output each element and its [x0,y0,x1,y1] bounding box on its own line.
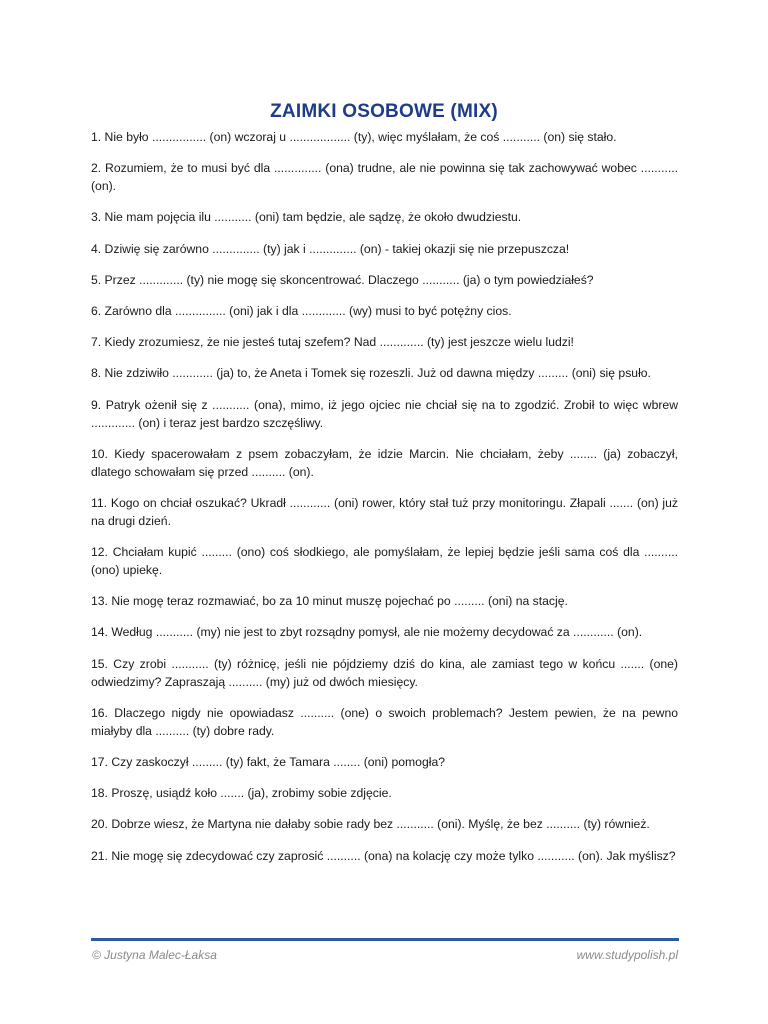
exercise-item: 5. Przez ............. (ty) nie mogę się skoncentrować. Dlaczego ........... (ja) o tym powiedziałeś? [91,272,594,287]
exercise-item: 13. Nie mogę teraz rozmawiać, bo za 10 minut muszę pojechać po ......... (oni) na stację. [91,594,568,609]
exercise-item: 1. Nie było ................ (on) wczoraj u .................. (ty), więc myślałam, że coś ........... (on) się stało. [91,130,617,144]
exercise-item: 12. Chciałam kupić ......... (ono) coś słodkiego, ale pomyślałam, że lepiej będzie jeśli sama coś dla .......... (ono) upiekę. [91,545,678,578]
exercise-item: 14. Według ........... (my) nie jest to zbyt rozsądny pomysł, ale nie możemy decydować za ............ (on). [91,625,643,640]
exercise-item: 18. Proszę, usiądź koło ....... (ja), zrobimy sobie zdjęcie. [91,786,392,801]
exercise-item: 6. Zarówno dla ............... (oni) jak i dla ............. (wy) musi to być potężny cios. [91,303,512,318]
exercise-item: 7. Kiedy zrozumiesz, że nie jesteś tutaj szefem? Nad ............. (ty) jest jeszcze wielu ludzi! [91,335,574,350]
exercise-item: 10. Kiedy spacerowałam z psem zobaczyłam, że idzie Marcin. Nie chciałam, żeby ........ (ja) zobaczył, dlatego schowałam się przed .......... (on). [91,446,678,479]
exercise-item: 4. Dziwię się zarówno .............. (ty) jak i .............. (on) - takiej okazji się nie przepuszcza! [91,241,570,256]
page-title: ZAIMKI OSOBOWE (MIX) [270,100,498,122]
footer-website-link[interactable]: www.studypolish.pl [576,948,678,962]
exercise-item: 3. Nie mam pojęcia ilu ........... (oni) tam będzie, ale sądzę, że około dwudziestu. [91,210,522,225]
exercise-item: 20. Dobrze wiesz, że Martyna nie dałaby sobie rady bez ........... (oni). Myślę, że bez .......... (ty) również. [91,817,650,832]
exercise-item: 8. Nie zdziwiło ............ (ja) to, że Aneta i Tomek się rozeszli. Już od dawna między ......... (oni) się psuło. [91,366,651,381]
footer-copyright: © Justyna Malec-Łaksa [92,948,217,962]
exercise-item: 2. Rozumiem, że to musi być dla .............. (ona) trudne, ale nie powinna się tak zachowywać wobec ........... (on). [91,161,678,194]
exercise-item: 16. Dlaczego nigdy nie opowiadasz .......... (one) o swoich problemach? Jestem pewien, że na pewno miałyby dla .......... (ty) dobre rady. [91,705,678,738]
exercise-list [91,128,678,878]
exercise-item: 9. Patryk ożenił się z ........... (ona), mimo, iż jego ojciec nie chciał się na to zgodzić. Zrobił to więc wbrew ............. (on) i teraz jest bardzo szczęśliwy. [91,397,678,430]
exercise-item: 17. Czy zaskoczył ......... (ty) fakt, że Tamara ........ (oni) pomogła? [91,755,446,769]
exercise-item: 15. Czy zrobi ........... (ty) różnicę, jeśli nie pójdziemy dziś do kina, ale zamiast tego w końcu ....... (one) odwiedzimy? Zapraszają .......... (my) już od dwóch miesięcy. [91,656,678,689]
exercise-item: 11. Kogo on chciał oszukać? Ukradł ............ (oni) rower, który stał tuż przy monitoringu. Złapali ....... (on) już na drugi dzień. [91,495,678,528]
exercise-item: 21. Nie mogę się zdecydować czy zaprosić .......... (ona) na kolację czy może tylko ........... (on). Jak myślisz? [91,848,676,863]
footer-divider [91,938,679,941]
